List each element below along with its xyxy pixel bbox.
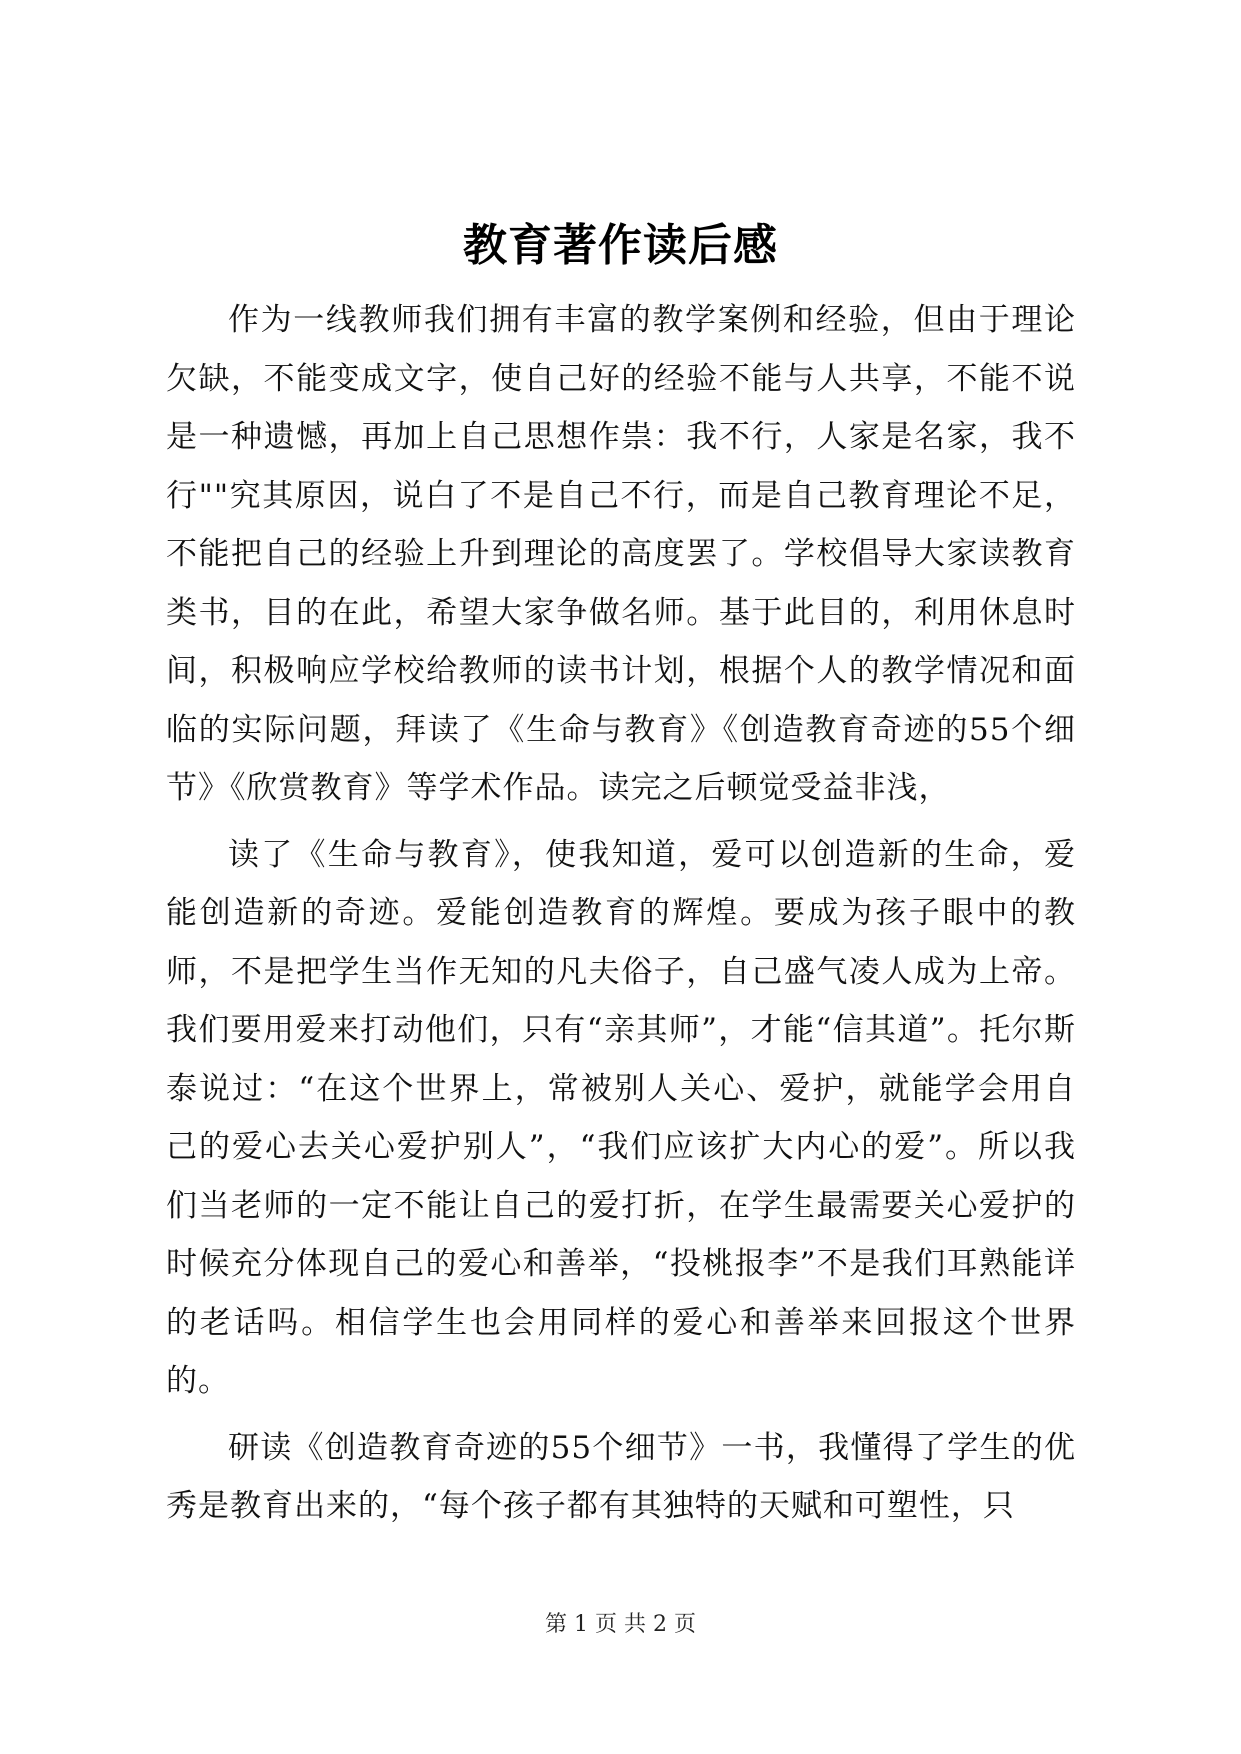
paragraph-2: 读了《生命与教育》，使我知道，爱可以创造新的生命，爱能创造新的奇迹。爱能创造教育的辉煌。要成为孩子眼中的教师，不是把学生当作无知的凡夫俗子，自己盛气凌人成为上帝。我们要用爱来打动他们，只有“亲其师”，才能“信其道”。托尔斯泰说过：“在这个世界上，常被别人关心、爱护，就能学会用自己的爱心去关心爱护别人”，“我们应该扩大内心的爱”。所以我们当老师的一定不能让自己的爱打折，在学生最需要关心爱护的时候充分体现自己的爱心和善举，“投桃报李”不是我们耳熟能详的老话吗。相信学生也会用同样的爱心和善举来回报这个世界的。 — [166, 836, 1076, 1399]
document-body — [166, 291, 1076, 1536]
document-title: 教育著作读后感 — [463, 220, 778, 271]
page-number-footer: 第 1 页 共 2 页 — [545, 1612, 696, 1637]
paragraph-3: 研读《创造教育奇迹的55个细节》一书，我懂得了学生的优秀是教育出来的，“每个孩子都有其独特的天赋和可塑性，只 — [166, 1429, 1076, 1524]
paragraph-1: 作为一线教师我们拥有丰富的教学案例和经验，但由于理论欠缺，不能变成文字，使自己好的经验不能与人共享，不能不说是一种遗憾，再加上自己思想作祟：我不行，人家是名家，我不行""究其原因，说白了不是自己不行，而是自己教育理论不足，不能把自己的经验上升到理论的高度罢了。学校倡导大家读教育类书，目的在此，希望大家争做名师。基于此目的，利用休息时间，积极响应学校给教师的读书计划，根据个人的教学情况和面临的实际问题，拜读了《生命与教育》《创造教育奇迹的55个细节》《欣赏教育》等学术作品。读完之后顿觉受益非浅， — [166, 302, 1076, 806]
